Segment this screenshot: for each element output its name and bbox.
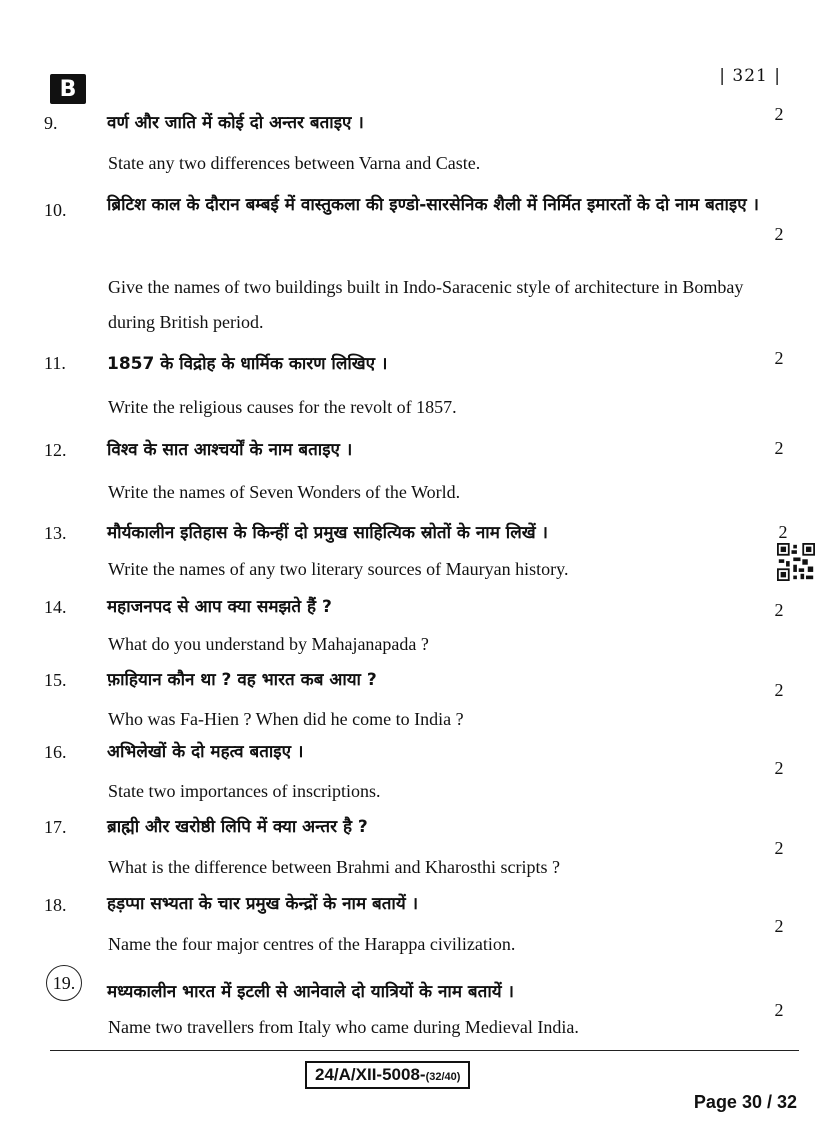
question-number: 14. [44, 597, 67, 617]
question-english: Who was Fa-Hien ? When did he come to India ? [108, 709, 464, 729]
question-number: 10. [44, 200, 67, 220]
question-english: Write the names of any two literary sources of Mauryan history. [108, 559, 569, 579]
question-marks: 2 [774, 1000, 784, 1020]
question-number: 16. [44, 742, 67, 762]
question-hindi: फ़ाहियान कौन था ? वह भारत कब आया ? [107, 670, 377, 690]
question-number: 13. [44, 523, 67, 543]
question-hindi: वर्ण और जाति में कोई दो अन्तर बताइए । [107, 113, 364, 133]
question-hindi: विश्व के सात आश्चर्यों के नाम बताइए । [107, 440, 353, 460]
question-english: Name the four major centres of the Harappa civilization. [108, 934, 516, 954]
paper-code-main: 24/A/XII-5008- [315, 1065, 426, 1084]
question-english: What is the difference between Brahmi and Kharosthi scripts ? [108, 857, 561, 877]
question-english: Give the names of two buildings built in Indo-Saracenic style of architecture in Bombay during British period. [108, 277, 744, 332]
question-english: Write the names of Seven Wonders of the World. [108, 482, 461, 502]
question-english: Write the religious causes for the revolt of 1857. [108, 397, 457, 417]
question-marks: 2 [774, 104, 784, 124]
footer-divider [50, 1050, 799, 1051]
question-english: What do you understand by Mahajanapada ? [108, 634, 429, 654]
question-marks: 2 [774, 348, 784, 368]
paper-code-suffix: (32/40) [425, 1071, 461, 1083]
question-hindi: हड़प्पा सभ्यता के चार प्रमुख केन्द्रों के नाम बतायें । [107, 894, 419, 914]
question-marks: 2 [778, 522, 788, 542]
question-number: 11. [44, 353, 66, 373]
page-number: Page 30 / 32 [693, 1092, 797, 1112]
question-hindi: ब्राह्मी और खरोष्ठी लिपि में क्या अन्तर है ? [107, 817, 368, 837]
paper-code [305, 1061, 470, 1089]
question-marks: 2 [774, 224, 784, 244]
question-number: 9. [44, 113, 58, 133]
question-english: Name two travellers from Italy who came during Medieval India. [108, 1017, 579, 1037]
question-number: 12. [44, 440, 67, 460]
question-english: State two importances of inscriptions. [108, 781, 381, 801]
question-hindi: ब्रिटिश काल के दौरान बम्बई में वास्तुकला की इण्डो-सारसेनिक शैली में निर्मित इमारतों के दो नाम बताइए । [107, 195, 759, 215]
question-hindi: मध्यकालीन भारत में इटली से आनेवाले दो यात्रियों के नाम बतायें । [107, 982, 514, 1002]
question-number: 18. [44, 895, 67, 915]
question-number: 17. [44, 817, 67, 837]
question-marks: 2 [774, 438, 784, 458]
question-english: State any two differences between Varna and Caste. [108, 153, 481, 173]
question-number: 15. [44, 670, 67, 690]
question-number: 19. [46, 965, 82, 1001]
question-marks: 2 [774, 758, 784, 778]
question-hindi: महाजनपद से आप क्या समझते हैं ? [107, 597, 332, 617]
question-hindi: मौर्यकालीन इतिहास के किन्हीं दो प्रमुख साहित्यिक स्रोतों के नाम लिखें । [107, 523, 548, 543]
subject-code: | 321 | [719, 66, 781, 86]
question-marks: 2 [774, 838, 784, 858]
set-badge: B [50, 74, 86, 104]
question-hindi: अभिलेखों के दो महत्व बताइए । [107, 742, 304, 762]
question-hindi: 1857 के विद्रोह के धार्मिक कारण लिखिए । [107, 354, 388, 374]
question-marks: 2 [774, 600, 784, 620]
question-marks: 2 [774, 916, 784, 936]
question-marks: 2 [774, 680, 784, 700]
qr-code-icon [777, 543, 815, 581]
